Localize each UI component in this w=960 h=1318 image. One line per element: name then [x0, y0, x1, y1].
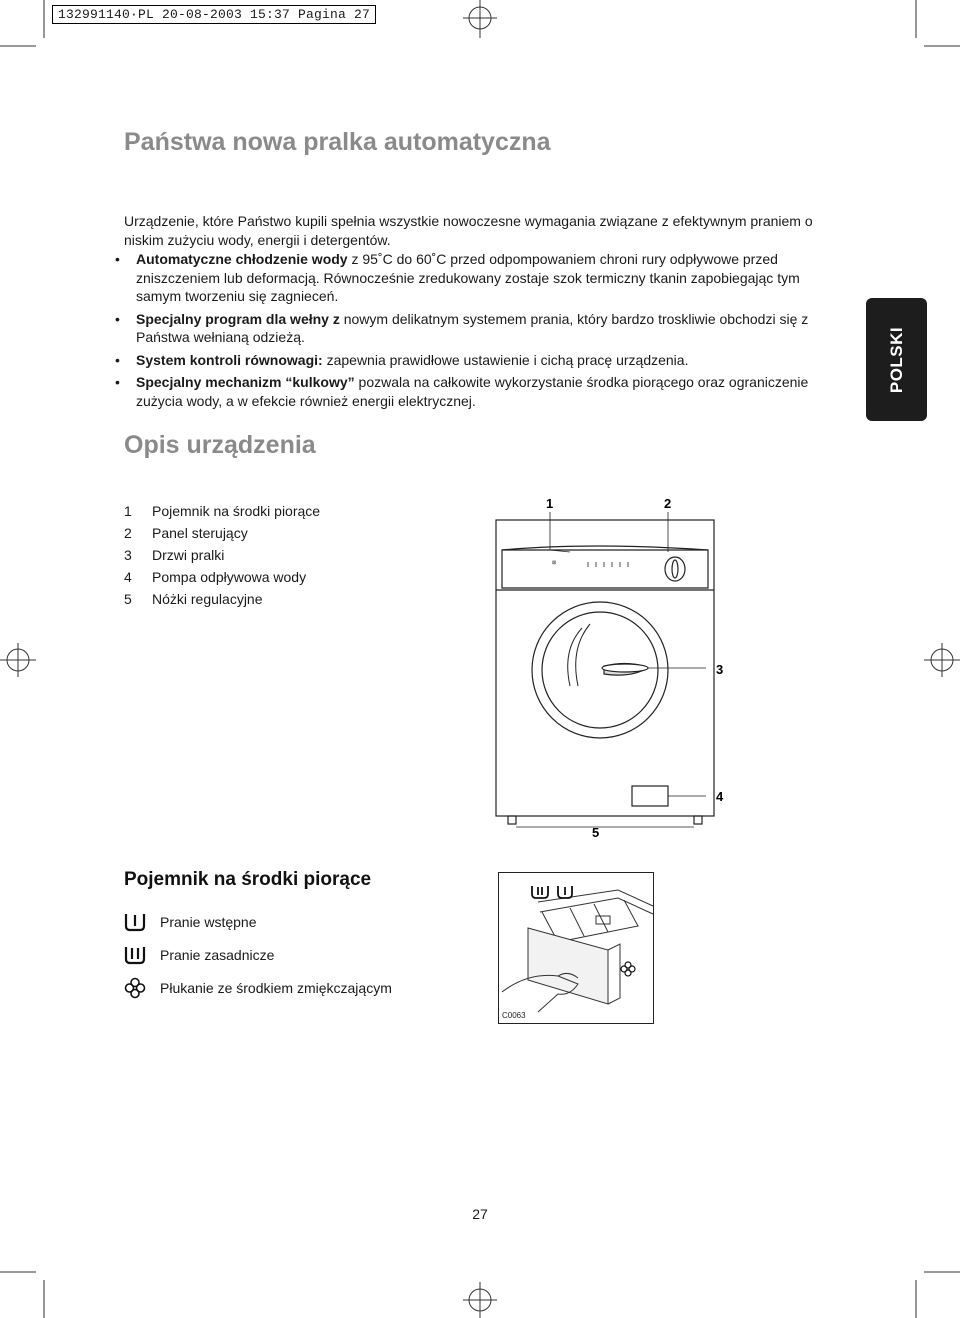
- part-label: Pojemnik na środki piorące: [152, 503, 321, 519]
- part-label: Nóżki regulacyjne: [152, 591, 263, 607]
- part-number: 2: [124, 525, 132, 541]
- brand-mark: ⊠: [552, 560, 557, 566]
- callout-1: 1: [546, 496, 554, 511]
- feature-bold: Specjalny mechanizm “kulkowy”: [136, 374, 355, 390]
- part-number: 5: [124, 591, 132, 607]
- part-label: Pompa odpływowa wody: [152, 569, 307, 585]
- feature-text: nowym delikatnym systemem prania, który bardzo troskliwie obchodzi się z Państwa wełnianą odzieżą.: [136, 310, 809, 345]
- feature-text: z 95˚C do 60˚C przed odpompowaniem chroni rury odpływowe przed zniszczeniem lub deformacją. Równocześnie zredukowany zostaje szok termiczny tkanin zapobiegając tym samym tworzeniu się zagnieceń.: [136, 251, 800, 304]
- callout-2: 2: [664, 496, 672, 511]
- washing-machine-diagram: [470, 490, 740, 840]
- parts-list-item: [124, 500, 320, 522]
- detergent-item: [124, 971, 392, 1004]
- feature-item: [112, 373, 832, 410]
- detergent-item: [124, 938, 392, 971]
- parts-list-item: [124, 566, 320, 588]
- part-number: 1: [124, 503, 132, 519]
- parts-list: [124, 500, 320, 610]
- print-header: 132991140·PL 20-08-2003 15:37 Pagina 27: [52, 5, 376, 24]
- softener-flower-icon: [124, 977, 160, 999]
- language-tab: [866, 298, 927, 421]
- feature-text: zapewnia prawidłowe ustawienie i cichą pracę urządzenia.: [322, 351, 689, 368]
- mainwash-icon: [124, 944, 160, 966]
- detergent-item-label: Pranie zasadnicze: [160, 946, 275, 963]
- callout-3: 3: [716, 662, 724, 677]
- language-tab-label: POLSKI: [886, 326, 906, 393]
- feature-list: [112, 250, 832, 414]
- callout-5: 5: [592, 825, 600, 840]
- page-title: Państwa nowa pralka automatyczna: [124, 128, 551, 156]
- feature-item: [112, 310, 832, 347]
- section-title-description: Opis urządzenia: [124, 431, 316, 459]
- prewash-icon: [124, 911, 160, 933]
- callout-4: 4: [716, 789, 724, 804]
- part-label: Drzwi pralki: [152, 547, 225, 563]
- feature-text: pozwala na całkowite wykorzystanie środka piorącego oraz ograniczenie zużycia wody, a w efekcie również energii elektrycznej.: [136, 374, 809, 409]
- part-label: Panel sterujący: [152, 525, 248, 541]
- feature-item: [112, 250, 832, 306]
- detergent-item-label: Płukanie ze środkiem zmiękczającym: [160, 979, 392, 996]
- part-number: 4: [124, 569, 132, 585]
- detergent-drawer-illustration: [498, 872, 654, 1024]
- detergent-item-label: Pranie wstępne: [160, 913, 257, 930]
- intro-paragraph: Urządzenie, które Państwo kupili spełnia wszystkie nowoczesne wymagania związane z efektywnym praniem o niskim zużyciu wody, energii i detergentów.: [124, 213, 813, 248]
- page-number: 27: [472, 1206, 488, 1222]
- feature-bold: Automatyczne chłodzenie wody: [136, 251, 348, 267]
- feature-item: [112, 351, 832, 370]
- figure-code: C0063: [502, 1011, 526, 1020]
- part-number: 3: [124, 547, 132, 563]
- detergent-item: [124, 905, 392, 938]
- detergent-compartment-list: [124, 905, 392, 1004]
- parts-list-item: [124, 588, 320, 610]
- parts-list-item: [124, 544, 320, 566]
- feature-bold: System kontroli równowagi:: [136, 351, 323, 368]
- feature-bold: Specjalny program dla wełny z: [136, 310, 340, 327]
- parts-list-item: [124, 522, 320, 544]
- section-title-detergent: Pojemnik na środki piorące: [124, 869, 372, 890]
